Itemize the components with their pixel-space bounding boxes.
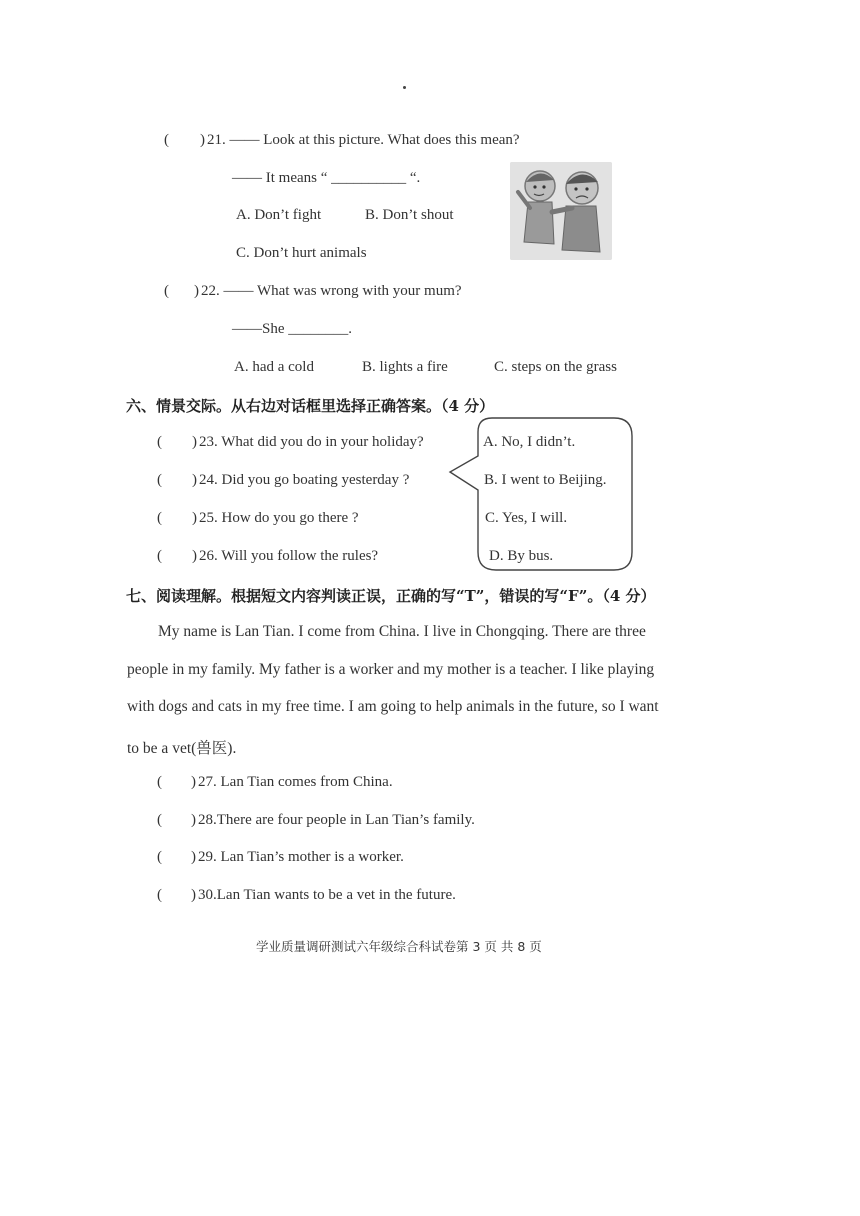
q28-open-paren: ( xyxy=(157,812,162,828)
passage-line-2: people in my family. My father is a worker and my mother is a teacher. I like playing xyxy=(127,661,655,678)
answer-b: B. I went to Beijing. xyxy=(484,472,607,488)
q22-option-b: B. lights a fire xyxy=(362,359,448,375)
passage-line-3: with dogs and cats in my free time. I am going to help animals in the future, so I want xyxy=(127,698,659,715)
q28-close-paren: ) xyxy=(191,812,196,828)
q30-open-paren: ( xyxy=(157,887,162,903)
q21-option-b: B. Don’t shout xyxy=(365,207,454,223)
passage-line-1: My name is Lan Tian. I come from China. I live in Chongqing. There are three xyxy=(158,623,646,640)
q21-answer-line: —— It means “ __________ “. xyxy=(232,170,421,186)
q25-text: 25. How do you go there ? xyxy=(199,510,359,526)
q22-open-paren: ( xyxy=(164,283,169,299)
page-footer: 学业质量调研测试六年级综合科试卷第 3 页 共 8 页 xyxy=(256,939,542,954)
q28-text: 28.There are four people in Lan Tian’s family. xyxy=(198,812,475,828)
q23-text: 23. What did you do in your holiday? xyxy=(199,434,424,450)
q23-open-paren: ( xyxy=(157,434,162,450)
q21-option-a: A. Don’t fight xyxy=(236,207,322,223)
q22-answer-line: ——She ________. xyxy=(232,321,352,337)
section-7-heading: 七、阅读理解。根据短文内容判读正误，正确的写“T”，错误的写“F”。（4 分） xyxy=(126,587,656,605)
q21-text: 21. —— Look at this picture. What does this mean? xyxy=(207,132,520,148)
answer-d: D. By bus. xyxy=(489,548,554,564)
q29-open-paren: ( xyxy=(157,849,162,865)
q27-close-paren: ) xyxy=(191,774,196,790)
q21-open-paren: ( xyxy=(164,132,169,148)
section-6-heading: 六、情景交际。从右边对话框里选择正确答案。（4 分） xyxy=(126,397,495,415)
q21-option-c: C. Don’t hurt animals xyxy=(236,245,367,261)
q26-open-paren: ( xyxy=(157,548,162,564)
q24-close-paren: ) xyxy=(192,472,197,488)
q22-option-c: C. steps on the grass xyxy=(494,359,617,375)
passage-line-4: to be a vet(兽医). xyxy=(127,740,237,757)
q29-close-paren: ) xyxy=(191,849,196,865)
q27-text: 27. Lan Tian comes from China. xyxy=(198,774,393,790)
q22-close-paren: ) xyxy=(194,283,199,299)
q30-text: 30.Lan Tian wants to be a vet in the future. xyxy=(198,887,456,903)
q21-close-paren: ) xyxy=(200,132,205,148)
fighting-boys-picture xyxy=(510,162,612,260)
answer-a: A. No, I didn’t. xyxy=(483,434,576,450)
answer-c: C. Yes, I will. xyxy=(485,510,568,526)
q24-text: 24. Did you go boating yesterday ? xyxy=(199,472,410,488)
q27-open-paren: ( xyxy=(157,774,162,790)
scan-dot xyxy=(403,86,406,89)
q29-text: 29. Lan Tian’s mother is a worker. xyxy=(198,849,404,865)
q30-close-paren: ) xyxy=(191,887,196,903)
q25-open-paren: ( xyxy=(157,510,162,526)
q26-text: 26. Will you follow the rules? xyxy=(199,548,379,564)
q23-close-paren: ) xyxy=(192,434,197,450)
q25-close-paren: ) xyxy=(192,510,197,526)
q24-open-paren: ( xyxy=(157,472,162,488)
q26-close-paren: ) xyxy=(192,548,197,564)
q22-text: 22. —— What was wrong with your mum? xyxy=(201,283,462,299)
q22-option-a: A. had a cold xyxy=(234,359,314,375)
